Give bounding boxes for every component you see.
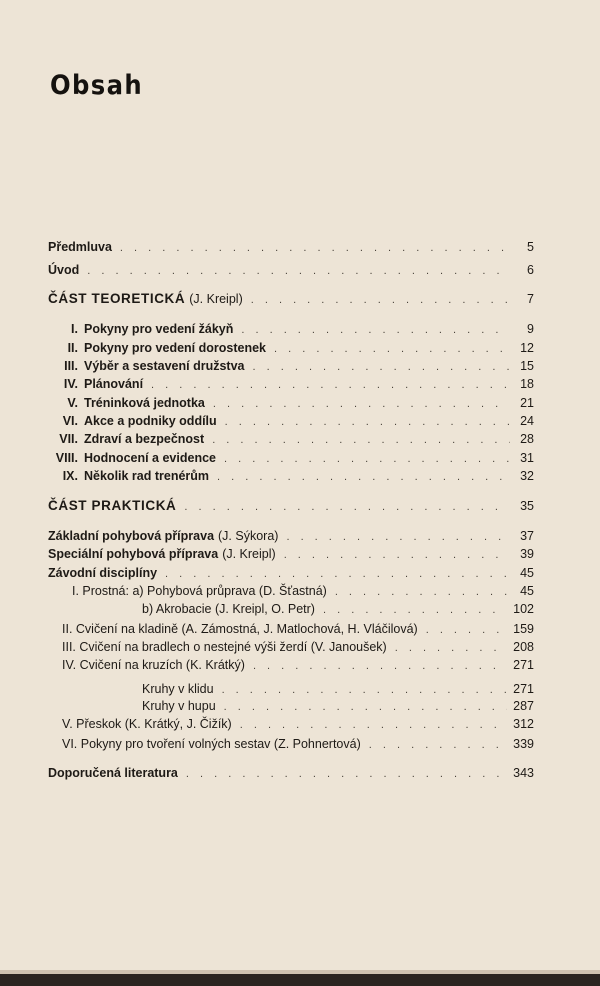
entry-author: (J. Kreipl): [222, 547, 276, 561]
toc-entry-literatura[interactable]: [48, 764, 534, 782]
roman-numeral: VI.: [62, 414, 78, 428]
entry-title: Úvod: [48, 263, 80, 277]
page-number: 312: [513, 717, 534, 731]
dot-leader: [184, 498, 510, 516]
page-number: 24: [520, 414, 534, 428]
page-number: 45: [520, 584, 534, 598]
dot-leader: [274, 340, 510, 358]
toc-entry-d4b[interactable]: [142, 697, 534, 715]
toc-entry-d2[interactable]: [62, 620, 534, 638]
toc-entry-t4[interactable]: [48, 375, 534, 393]
dot-leader: [224, 450, 510, 468]
entry-title: I. Prostná: a) Pohybová průprava (D. Šťastná): [72, 584, 327, 598]
toc-entry-predmluva[interactable]: [48, 238, 534, 256]
entry-title: Doporučená literatura: [48, 766, 178, 780]
roman-numeral: IV.: [63, 377, 78, 391]
roman-numeral: II.: [67, 341, 78, 355]
page-number: 271: [513, 682, 534, 696]
dot-leader: [151, 376, 510, 394]
dot-leader: [87, 262, 510, 280]
page-number: 21: [520, 396, 534, 410]
entry-title: Zdraví a bezpečnost: [84, 432, 205, 446]
entry-title: b) Akrobacie (J. Kreipl, O. Petr): [142, 602, 315, 616]
toc-entry-t5[interactable]: [48, 394, 534, 412]
dot-leader: [253, 657, 507, 675]
toc-section-prakticka[interactable]: [48, 497, 534, 515]
roman-numeral: I.: [71, 322, 78, 336]
entry-title: Kruhy v klidu: [142, 682, 214, 696]
dot-leader: [186, 765, 507, 783]
page-number: 343: [513, 766, 534, 780]
toc-entry-p2[interactable]: [48, 545, 534, 563]
toc-entry-d4a[interactable]: [142, 680, 534, 698]
entry-title: Kruhy v hupu: [142, 699, 216, 713]
page-number: 18: [520, 377, 534, 391]
roman-numeral: V.: [67, 396, 78, 410]
page-number: 35: [520, 499, 534, 513]
page-bottom-edge: [0, 974, 600, 986]
toc-entry-d4[interactable]: [62, 656, 534, 674]
toc-entry-d3[interactable]: [62, 638, 534, 656]
entry-title: Akce a podniky oddílu: [84, 414, 217, 428]
page-number: 339: [513, 737, 534, 751]
dot-leader: [217, 468, 510, 486]
page-number: 102: [513, 602, 534, 616]
toc-entry-d1b[interactable]: [142, 600, 534, 618]
dot-leader: [225, 413, 510, 431]
dot-leader: [369, 736, 507, 754]
entry-title: IV. Cvičení na kruzích (K. Krátký): [62, 658, 245, 672]
dot-leader: [251, 291, 510, 309]
dot-leader: [335, 583, 510, 601]
toc-entry-d5[interactable]: [62, 715, 534, 733]
section-author: (J. Kreipl): [189, 292, 243, 306]
dot-leader: [240, 716, 507, 734]
dot-leader: [426, 621, 507, 639]
entry-title: Základní pohybová příprava: [48, 529, 215, 543]
toc-entry-uvod[interactable]: [48, 261, 534, 279]
page-number: 7: [527, 292, 534, 306]
toc-entry-d6[interactable]: [62, 735, 534, 753]
section-title: ČÁST PRAKTICKÁ: [48, 498, 177, 513]
toc-section-teoreticka[interactable]: [48, 290, 534, 308]
dot-leader: [241, 321, 510, 339]
roman-numeral: VII.: [59, 432, 78, 446]
toc-entry-t8[interactable]: [48, 449, 534, 467]
page-number: 287: [513, 699, 534, 713]
entry-title: V. Přeskok (K. Krátký, J. Čižík): [62, 717, 232, 731]
entry-title: Výběr a sestavení družstva: [84, 359, 245, 373]
dot-leader: [120, 239, 510, 257]
page-number: 9: [527, 322, 534, 336]
entry-title: Pokyny pro vedení žákyň: [84, 322, 234, 336]
entry-title: Předmluva: [48, 240, 112, 254]
entry-title: VI. Pokyny pro tvoření volných sestav (Z. Pohnertová): [62, 737, 361, 751]
toc-entry-p1[interactable]: [48, 527, 534, 545]
roman-numeral: VIII.: [55, 451, 78, 465]
toc-entry-t2[interactable]: [48, 339, 534, 357]
toc-entry-t3[interactable]: [48, 357, 534, 375]
page-number: 32: [520, 469, 534, 483]
dot-leader: [213, 395, 510, 413]
page-number: 15: [520, 359, 534, 373]
roman-numeral: IX.: [62, 469, 78, 483]
toc-entry-t7[interactable]: [48, 430, 534, 448]
page-title: Obsah: [50, 70, 143, 101]
page-number: 45: [520, 566, 534, 580]
section-title: ČÁST TEORETICKÁ: [48, 291, 186, 306]
page-number: 28: [520, 432, 534, 446]
page-number: 159: [513, 622, 534, 636]
dot-leader: [253, 358, 511, 376]
entry-author: (J. Sýkora): [218, 529, 279, 543]
toc-entry-p3[interactable]: [48, 564, 534, 582]
entry-title: Tréninková jednotka: [84, 396, 205, 410]
roman-numeral: III.: [64, 359, 78, 373]
page-number: 271: [513, 658, 534, 672]
dot-leader: [323, 601, 507, 619]
dot-leader: [395, 639, 507, 657]
dot-leader: [224, 698, 507, 716]
dot-leader: [165, 565, 510, 583]
toc-entry-t6[interactable]: [48, 412, 534, 430]
page-number: 6: [527, 263, 534, 277]
entry-title: Pokyny pro vedení dorostenek: [84, 341, 266, 355]
entry-title: II. Cvičení na kladině (A. Zámostná, J. Matlochová, H. Vláčilová): [62, 622, 418, 636]
page-number: 39: [520, 547, 534, 561]
page-number: 37: [520, 529, 534, 543]
entry-title: III. Cvičení na bradlech o nestejné výši žerdí (V. Janoušek): [62, 640, 387, 654]
toc-entry-d1a[interactable]: [72, 582, 534, 600]
entry-title: Plánování: [84, 377, 144, 391]
entry-title: Hodnocení a evidence: [84, 451, 216, 465]
dot-leader: [286, 528, 510, 546]
toc-entry-t1[interactable]: [48, 320, 534, 338]
page-number: 31: [520, 451, 534, 465]
page-number: 208: [513, 640, 534, 654]
page-number: 12: [520, 341, 534, 355]
page-number: 5: [527, 240, 534, 254]
entry-title: Speciální pohybová příprava: [48, 547, 219, 561]
toc-entry-t9[interactable]: [48, 467, 534, 485]
dot-leader: [284, 546, 510, 564]
entry-title: Závodní disciplíny: [48, 566, 158, 580]
entry-title: Několik rad trenérům: [84, 469, 210, 483]
dot-leader: [212, 431, 510, 449]
